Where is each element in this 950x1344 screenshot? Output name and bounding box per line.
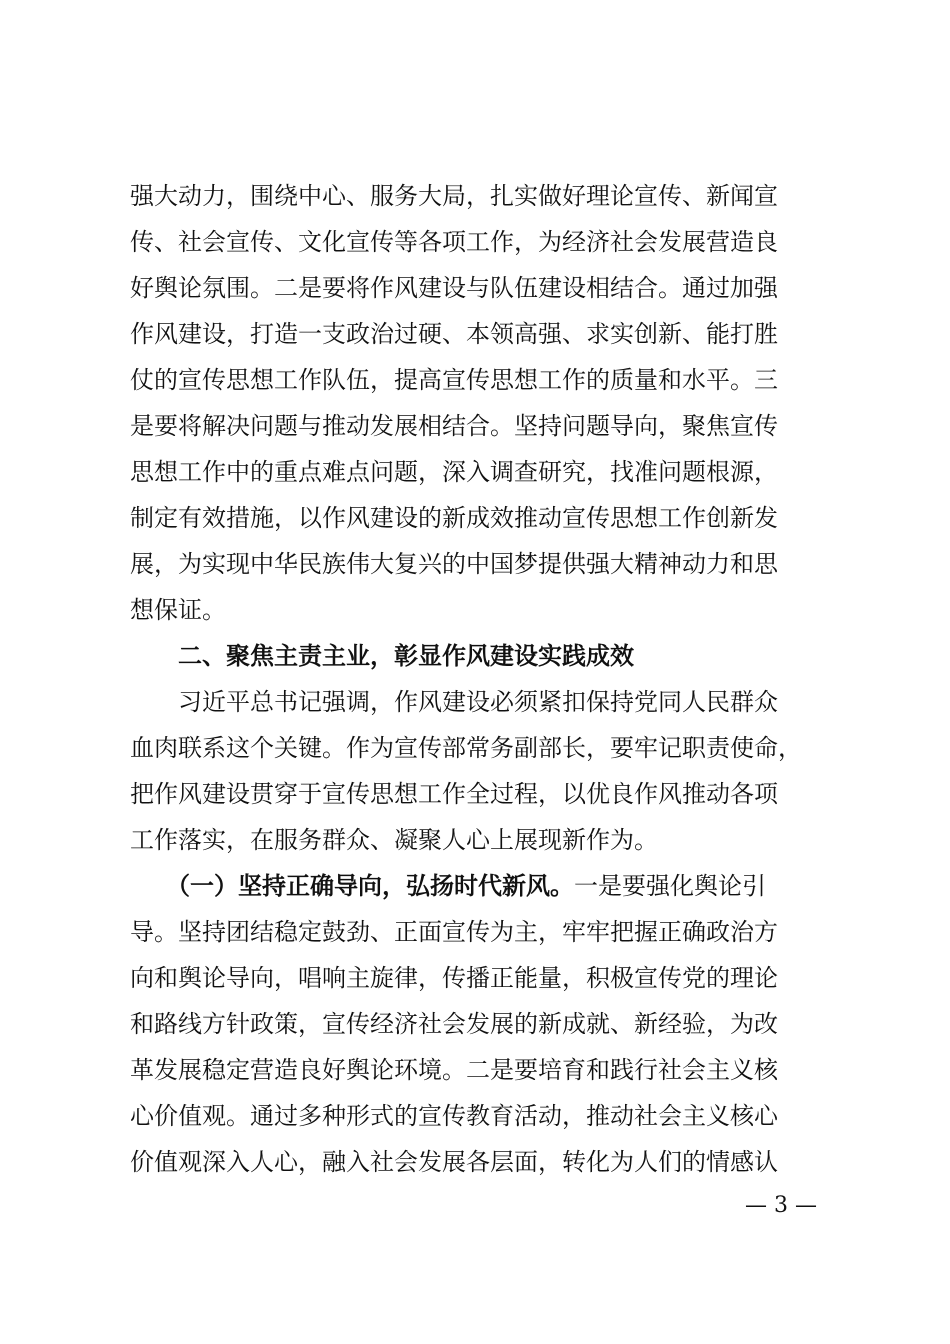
- body-line-14: 把作风建设贯穿于宣传思想工作全过程，以优良作风推动各项: [130, 780, 778, 808]
- body-line-19: 和路线方针政策，宣传经济社会发展的新成就、新经验，为改: [130, 1010, 778, 1038]
- body-line-22: 价值观深入人心，融入社会发展各层面，转化为人们的情感认: [130, 1148, 778, 1176]
- body-line-15: 工作落实，在服务群众、凝聚人心上展现新作为。: [130, 826, 658, 854]
- body-line-6: 是要将解决问题与推动发展相结合。坚持问题导向，聚焦宣传: [130, 412, 778, 440]
- subsection-text: 一是要强化舆论引: [574, 872, 766, 900]
- body-line-17: 导。坚持团结稳定鼓劲、正面宣传为主，牢牢把握正确政治方: [130, 918, 778, 946]
- body-line-8: 制定有效措施，以作风建设的新成效推动宣传思想工作创新发: [130, 504, 778, 532]
- body-line-3: 好舆论氛围。二是要将作风建设与队伍建设相结合。通过加强: [130, 274, 778, 302]
- body-line-7: 思想工作中的重点难点问题，深入调查研究，找准问题根源，: [130, 458, 778, 486]
- body-line-20: 革发展稳定营造良好舆论环境。二是要培育和践行社会主义核: [130, 1056, 778, 1084]
- body-line-5: 仗的宣传思想工作队伍，提高宣传思想工作的质量和水平。三: [130, 366, 778, 394]
- body-line-1: 强大动力，围绕中心、服务大局，扎实做好理论宣传、新闻宣: [130, 182, 778, 210]
- body-line-16: [130, 871, 815, 901]
- body-line-10: 想保证。: [130, 596, 226, 624]
- section-heading: 二、聚焦主责主业，彰显作风建设实践成效: [130, 641, 634, 670]
- body-line-21: 心价值观。通过多种形式的宣传教育活动，推动社会主义核心: [130, 1102, 778, 1130]
- body-line-2: 传、社会宣传、文化宣传等各项工作，为经济社会发展营造良: [130, 228, 778, 256]
- body-line-13: 血肉联系这个关键。作为宣传部常务副部长，要牢记职责使命，: [130, 734, 802, 762]
- subsection-heading: （一）坚持正确导向，弘扬时代新风。: [130, 871, 574, 900]
- body-line-18: 向和舆论导向，唱响主旋律，传播正能量，积极宣传党的理论: [130, 964, 778, 992]
- body-line-9: 展，为实现中华民族伟大复兴的中国梦提供强大精神动力和思: [130, 550, 778, 578]
- body-line-4: 作风建设，打造一支政治过硬、本领高强、求实创新、能打胜: [130, 320, 778, 348]
- body-line-12: 习近平总书记强调，作风建设必须紧扣保持党同人民群众: [130, 688, 778, 716]
- page-number: — 3 —: [745, 1193, 817, 1218]
